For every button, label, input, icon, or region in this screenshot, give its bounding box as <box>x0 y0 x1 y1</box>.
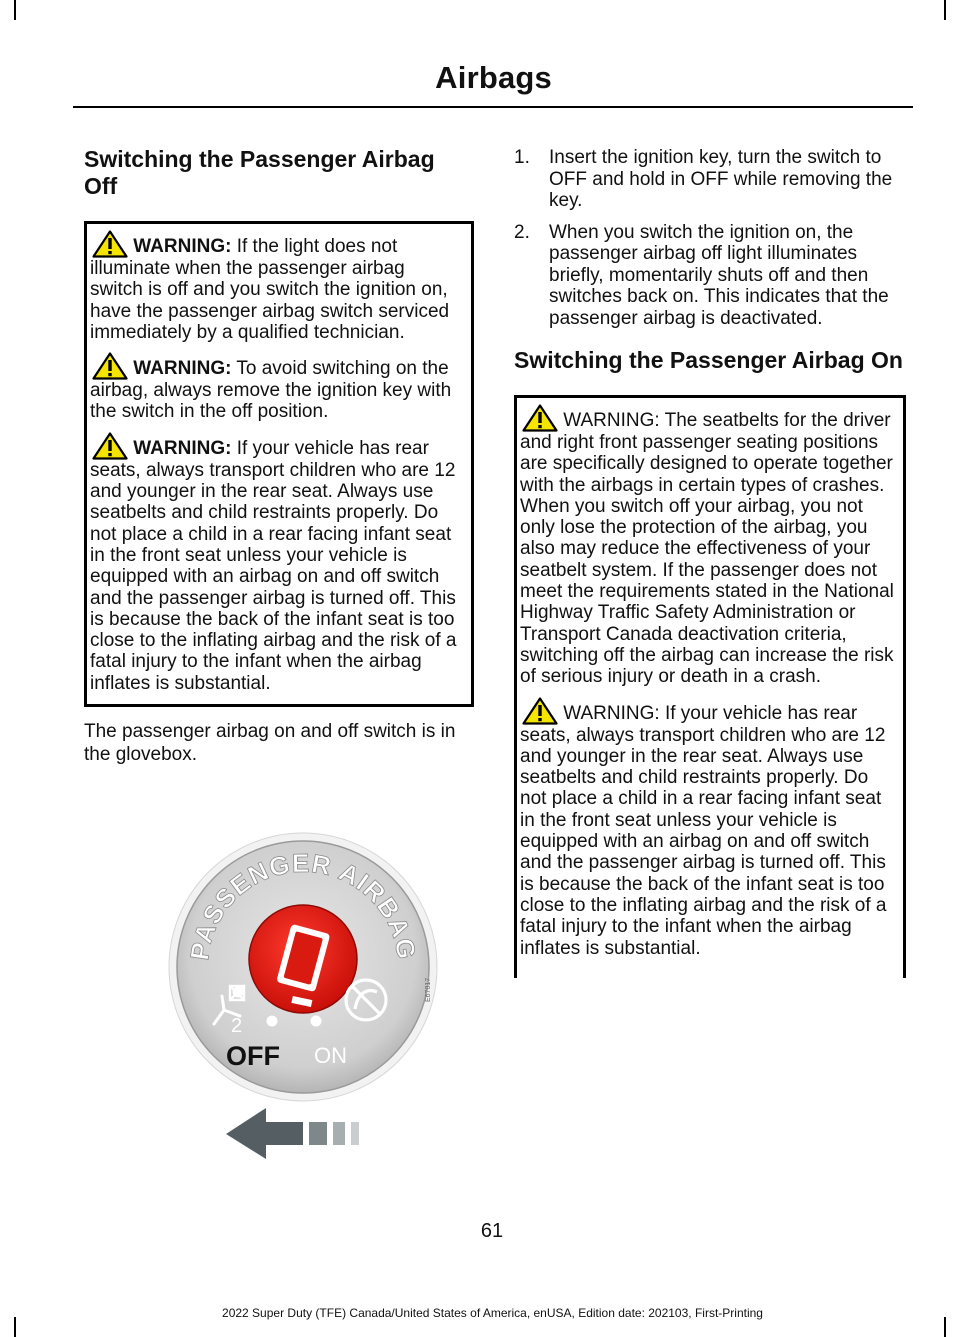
direction-arrow-icon <box>226 1108 359 1159</box>
footer-text: 2022 Super Duty (TFE) Canada/United States of America, enUSA, Edition date: 202103, First-Printing <box>222 1306 763 1320</box>
warning-label: WARNING: <box>133 236 232 257</box>
page-number: 61 <box>480 1220 504 1242</box>
airbag-switch-illustration <box>168 832 438 1162</box>
header-divider <box>73 106 913 108</box>
off-label: OFF <box>226 1041 280 1071</box>
page-title: Airbags <box>435 60 552 95</box>
warning-text: If your vehicle has rear seats, always transport children who are 12 and younger in the rear seat. Always use seatbelts and child restraints properly. Do not place a child in a rear facing infant seat in the front seat unless your vehicle is equipped with an airbag on and off switch and the passenger airbag is turned off. This is because the back of the infant seat is too close to the inflating airbag and the risk of a fatal injury to the infant when the airbag inflates is substantial. <box>520 702 887 959</box>
warning-label: WARNING: <box>563 702 660 724</box>
body-paragraph: The passenger airbag on and off switch is in the glovebox. <box>84 721 456 766</box>
warning-paragraph <box>90 230 462 343</box>
step-list <box>514 147 906 329</box>
warning-paragraph <box>520 697 897 959</box>
warning-triangle-icon <box>92 230 128 258</box>
warning-text: If your vehicle has rear seats, always transport children who are 12 and younger in the rear seat. Always use seatbelts and child restraints properly. Do not place a child in a rear facing infant seat in the front seat unless your vehicle is equipped with an airbag on and off switch and the passenger airbag is turned off. This is because the back of the infant seat is too close to the inflating airbag and the risk of a fatal injury to the infant when the airbag inflates is substantial. <box>90 437 457 694</box>
crop-mark <box>944 1317 946 1337</box>
warning-triangle-icon <box>522 697 558 725</box>
warning-triangle-icon <box>92 432 128 460</box>
warning-text: If the light does not illuminate when the passenger airbag switch is off and you switch the ignition on, have the passenger airbag switch serviced immediately by a qualified technician. <box>90 236 450 343</box>
crop-mark <box>944 0 946 20</box>
warning-text: To avoid switching on the airbag, always remove the ignition key with the switch in the off position. <box>90 358 452 423</box>
step-text: When you switch the ignition on, the passenger airbag off light illuminates briefly, momentarily shuts off and then switches back on. This indicates that the passenger airbag is deactivated. <box>549 221 889 329</box>
warning-box <box>84 221 474 707</box>
figure-number: 2 <box>231 1015 243 1037</box>
warning-paragraph <box>520 404 897 688</box>
warning-label: WARNING: <box>133 437 232 459</box>
left-column <box>84 146 474 766</box>
section-heading-on: Switching the Passenger Airbag On <box>514 347 903 373</box>
list-item <box>514 222 906 330</box>
warning-text: The seatbelts for the driver and right front passenger seating positions are specifically designed to operate together with the airbags in certain types of crashes. When you switch off your airbag, you not only lose the protection of the airbag, you also may reduce the effectiveness of your seatbelt system. If the passenger does not meet the requirements stated in the National Highway Traffic Safety Administration or Transport Canada deactivation criteria, switching off the airbag can increase the risk of serious injury or death in a crash. <box>520 410 894 688</box>
warning-box <box>514 395 906 978</box>
on-label: ON <box>314 1043 347 1068</box>
warning-paragraph <box>90 432 462 694</box>
step-number: 1. <box>514 147 530 168</box>
list-item <box>514 147 906 212</box>
warning-triangle-icon <box>522 404 558 432</box>
ring-label: PASSENGER AIRBAG <box>184 847 423 963</box>
warning-label: WARNING: <box>133 358 232 380</box>
figure-code: E67017 <box>425 977 432 1002</box>
crop-mark <box>14 1317 16 1337</box>
crop-mark <box>14 0 16 20</box>
right-column <box>514 147 906 978</box>
section-heading-off: Switching the Passenger Airbag Off <box>84 146 435 199</box>
warning-triangle-icon <box>92 352 128 380</box>
warning-paragraph <box>90 352 462 423</box>
step-number: 2. <box>514 221 530 243</box>
step-text: Insert the ignition key, turn the switch to OFF and hold in OFF while removing the key. <box>549 147 893 211</box>
warning-label: WARNING: <box>563 410 660 431</box>
